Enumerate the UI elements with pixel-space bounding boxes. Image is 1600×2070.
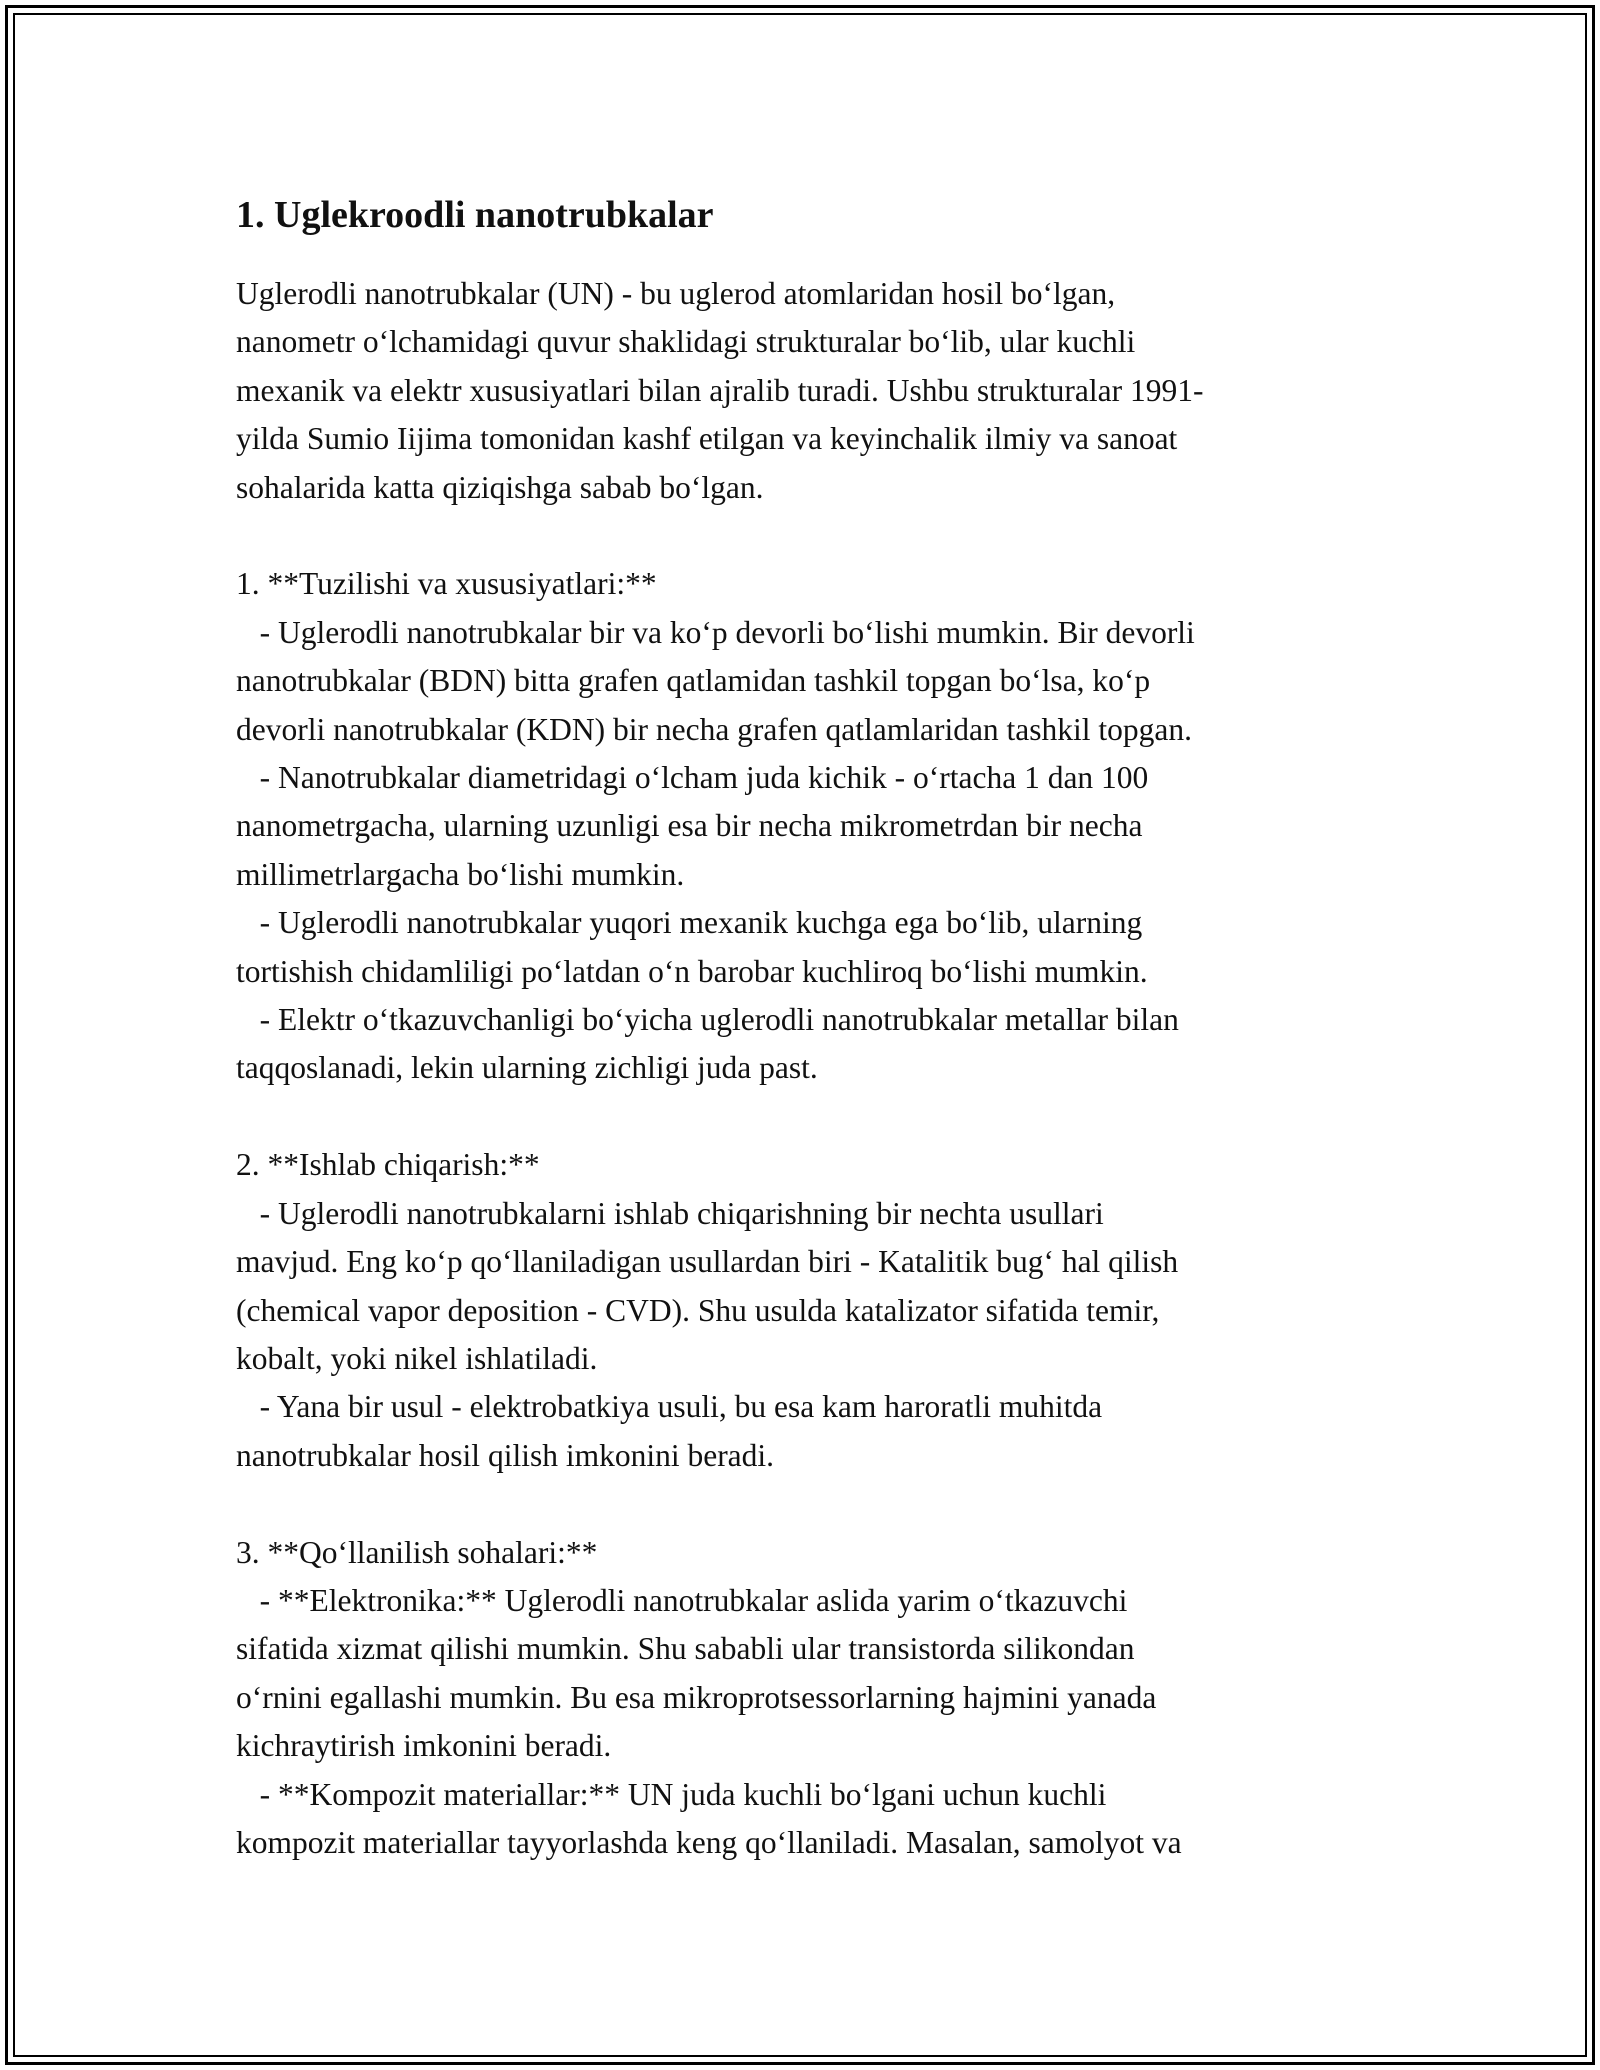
intro-line: nanometr o‘lchamidagi quvur shaklidagi strukturalar bo‘lib, ular kuchli [236,324,1136,360]
section-line: - Yana bir usul - elektrobatkiya usuli, bu esa kam haroratli muhitda [236,1389,1103,1425]
section-structure [236,560,1386,1141]
section-line: kichraytirish imkonini beradi. [236,1728,612,1764]
section-line: devorli nanotrubkalar (KDN) bir necha grafen qatlamlaridan tashkil topgan. [236,711,1193,747]
section-line: - Nanotrubkalar diametridagi o‘lcham juda kichik - o‘rtacha 1 dan 100 [236,760,1149,796]
paragraph-gap [236,512,1386,560]
section-line: - **Elektronika:** Uglerodli nanotrubkalar aslida yarim o‘tkazuvchi [236,1582,1128,1618]
intro-line: mexanik va elektr xususiyatlari bilan ajralib turadi. Ushbu strukturalar 1991- [236,372,1204,408]
section-line: - Uglerodli nanotrubkalar bir va ko‘p devorli bo‘lishi mumkin. Bir devorli [236,614,1195,650]
section-heading: 2. **Ishlab chiqarish:** [236,1147,540,1183]
section-line: kompozit materiallar tayyorlashda keng qo‘llaniladi. Masalan, samolyot va [236,1824,1182,1860]
section-heading: 1. **Tuzilishi va xususiyatlari:** [236,566,657,602]
section-applications [236,1529,1386,1868]
page-title: 1. Uglekroodli nanotrubkalar [236,194,714,236]
document-content [236,190,1386,1867]
section-line: o‘rnini egallashi mumkin. Bu esa mikroprotsessorlarning hajmini yanada [236,1679,1157,1715]
paragraph-gap [236,1093,1386,1141]
intro-line: sohalarida katta qiziqishga sabab bo‘lgan. [236,469,764,505]
intro-paragraph [236,270,1386,560]
section-line: taqqoslanadi, lekin ularning zichligi juda past. [236,1050,818,1086]
intro-line: Uglerodli nanotrubkalar (UN) - bu uglerod atomlaridan hosil bo‘lgan, [236,276,1116,311]
intro-line: yilda Sumio Iijima tomonidan kashf etilgan va keyinchalik ilmiy va sanoat [236,421,1178,457]
section-line: - **Kompozit materiallar:** UN juda kuchli bo‘lgani uchun kuchli [236,1776,1107,1812]
section-heading: 3. **Qo‘llanilish sohalari:** [236,1534,598,1570]
section-production [236,1141,1386,1528]
section-line: nanotrubkalar hosil qilish imkonini beradi. [236,1437,775,1473]
paragraph-gap [236,1480,1386,1528]
section-line: tortishish chidamliligi po‘latdan o‘n barobar kuchliroq bo‘lishi mumkin. [236,953,1148,989]
section-line: kobalt, yoki nikel ishlatiladi. [236,1340,598,1376]
section-line: - Uglerodli nanotrubkalar yuqori mexanik kuchga ega bo‘lib, ularning [236,905,1143,941]
section-line: (chemical vapor deposition - CVD). Shu usulda katalizator sifatida temir, [236,1292,1160,1328]
section-line: sifatida xizmat qilishi mumkin. Shu sababli ular transistorda silikondan [236,1631,1135,1667]
section-line: millimetrlargacha bo‘lishi mumkin. [236,856,685,892]
section-line: nanotrubkalar (BDN) bitta grafen qatlamidan tashkil topgan bo‘lsa, ko‘p [236,663,1151,699]
section-line: - Uglerodli nanotrubkalarni ishlab chiqarishning bir nechta usullari [236,1195,1104,1231]
section-line: mavjud. Eng ko‘p qo‘llaniladigan usullardan biri - Katalitik bug‘ hal qilish [236,1244,1179,1280]
section-line: nanometrgacha, ularning uzunligi esa bir necha mikrometrdan bir necha [236,808,1143,844]
section-line: - Elektr o‘tkazuvchanligi bo‘yicha uglerodli nanotrubkalar metallar bilan [236,1002,1179,1038]
